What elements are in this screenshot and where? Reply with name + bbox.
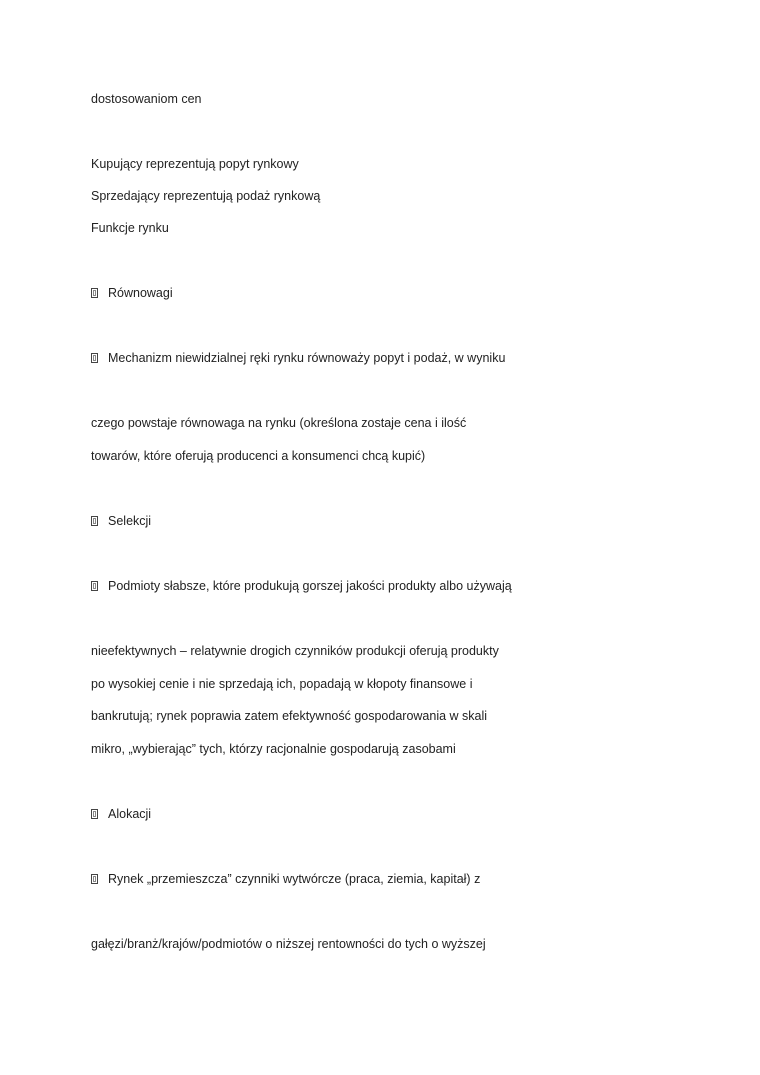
text-line: bankrutują; rynek poprawia zatem efektywność gospodarowania w skali [91,709,488,723]
text-line: Kupujący reprezentują popyt rynkowy [91,157,299,171]
text-line: Funkcje rynku [91,221,169,235]
missing-glyph-icon [91,874,98,884]
bullet-item [91,871,480,887]
bullet-text: Równowagi [108,286,173,300]
text-line: towarów, które oferują producenci a konsumenci chcą kupić) [91,449,426,463]
missing-glyph-icon [91,581,98,591]
bullet-text: Podmioty słabsze, które produkują gorszej jakości produkty albo używają [108,579,512,593]
bullet-text: Selekcji [108,514,152,528]
text-line: gałęzi/branż/krajów/podmiotów o niższej rentowności do tych o wyższej [91,937,486,951]
bullet-text: Alokacji [108,807,152,821]
bullet-text: Rynek „przemieszcza” czynniki wytwórcze (praca, ziemia, kapitał) z [108,872,481,886]
text-line: po wysokiej cenie i nie sprzedają ich, popadają w kłopoty finansowe i [91,677,473,691]
bullet-item [91,578,512,594]
missing-glyph-icon [91,516,98,526]
text-line: mikro, „wybierając” tych, którzy racjonalnie gospodarują zasobami [91,742,456,756]
text-line: Sprzedający reprezentują podaż rynkową [91,189,321,203]
bullet-item [91,285,173,301]
missing-glyph-icon [91,809,98,819]
missing-glyph-icon [91,353,98,363]
bullet-text: Mechanizm niewidzialnej ręki rynku równoważy popyt i podaż, w wyniku [108,351,506,365]
bullet-item [91,350,505,366]
bullet-item [91,806,151,822]
text-line: dostosowaniom cen [91,92,202,106]
text-line: czego powstaje równowaga na rynku (określona zostaje cena i ilość [91,416,467,430]
text-line: nieefektywnych – relatywnie drogich czynników produkcji oferują produkty [91,644,499,658]
missing-glyph-icon [91,288,98,298]
bullet-item [91,513,151,529]
